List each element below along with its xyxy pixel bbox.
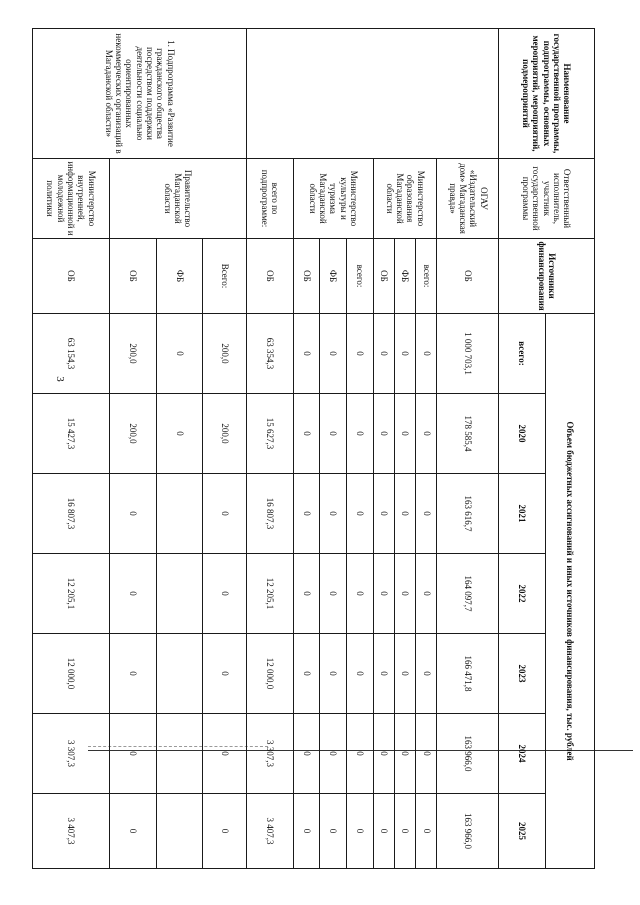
value-cell: 0 — [347, 314, 374, 394]
value-cell: 1 000 703,1 — [437, 314, 499, 394]
header-year: 2022 — [499, 554, 546, 634]
executor-cell: Правительство Магаданской области — [109, 159, 246, 239]
value-cell: 0 — [293, 314, 320, 394]
source-cell: Всего: — [203, 239, 247, 314]
source-cell: всего: — [347, 239, 374, 314]
value-cell: 0 — [373, 794, 394, 869]
value-cell: 0 — [293, 554, 320, 634]
source-cell: ОБ — [33, 239, 110, 314]
value-cell: 163 966,0 — [437, 794, 499, 869]
value-cell: 63 354,3 — [246, 314, 293, 394]
value-cell: 0 — [320, 474, 347, 554]
value-cell: 0 — [373, 634, 394, 714]
executor-cell: ОГАУ «Издательский дом» Магаданская правда» — [437, 159, 499, 239]
value-cell — [156, 634, 203, 714]
value-cell: 0 — [394, 714, 415, 794]
value-cell: 0 — [109, 794, 156, 869]
value-cell: 0 — [347, 714, 374, 794]
value-cell: 12 000,0 — [246, 634, 293, 714]
value-cell: 0 — [416, 634, 437, 714]
value-cell: 16 807,3 — [33, 474, 110, 554]
value-cell: 0 — [416, 474, 437, 554]
value-cell: 3 407,3 — [33, 794, 110, 869]
value-cell: 12 205,1 — [33, 554, 110, 634]
executor-cell: Министерство внутренней, информационной и молодежной политики — [33, 159, 110, 239]
source-cell: ОБ — [437, 239, 499, 314]
page-number: 3 — [54, 376, 66, 382]
value-cell: 0 — [293, 634, 320, 714]
source-cell: ОБ — [109, 239, 156, 314]
value-cell: 200,0 — [109, 314, 156, 394]
value-cell: 0 — [416, 394, 437, 474]
value-cell: 164 097,7 — [437, 554, 499, 634]
value-cell: 200,0 — [203, 314, 247, 394]
value-cell: 0 — [416, 794, 437, 869]
value-cell: 0 — [416, 554, 437, 634]
header-year: всего: — [499, 314, 546, 394]
value-cell — [156, 474, 203, 554]
value-cell — [156, 714, 203, 794]
value-cell: 0 — [347, 794, 374, 869]
value-cell: 0 — [394, 394, 415, 474]
source-cell: ОБ — [373, 239, 394, 314]
value-cell: 0 — [320, 634, 347, 714]
value-cell: 166 471,8 — [437, 634, 499, 714]
source-cell: ФБ — [320, 239, 347, 314]
value-cell — [156, 794, 203, 869]
value-cell: 12 205,1 — [246, 554, 293, 634]
value-cell: 0 — [347, 634, 374, 714]
header-year: 2020 — [499, 394, 546, 474]
value-cell: 0 — [203, 474, 247, 554]
value-cell: 12 000,0 — [33, 634, 110, 714]
value-cell: 0 — [320, 314, 347, 394]
value-cell: 0 — [347, 394, 374, 474]
value-cell: 0 — [293, 794, 320, 869]
value-cell: 0 — [203, 794, 247, 869]
value-cell: 0 — [373, 394, 394, 474]
value-cell: 0 — [293, 394, 320, 474]
value-cell: 0 — [394, 314, 415, 394]
value-cell: 0 — [347, 554, 374, 634]
value-cell: 0 — [320, 714, 347, 794]
program-name-cell — [246, 29, 498, 159]
executor-cell: Министерство образования Магаданской области — [373, 159, 437, 239]
value-cell: 0 — [394, 474, 415, 554]
value-cell: 0 — [347, 474, 374, 554]
source-cell: всего: — [416, 239, 437, 314]
value-cell: 200,0 — [203, 394, 247, 474]
header-volume: Объем бюджетных ассигнований и иных источников финансирования, тыс. рублей — [546, 314, 595, 869]
header-year: 2025 — [499, 794, 546, 869]
header-year: 2021 — [499, 474, 546, 554]
value-cell: 0 — [394, 794, 415, 869]
value-cell: 0 — [320, 794, 347, 869]
rotated-table-container — [32, 28, 595, 868]
header-year: 2023 — [499, 634, 546, 714]
source-cell: ФБ — [394, 239, 415, 314]
value-cell: 0 — [373, 314, 394, 394]
value-cell: 0 — [394, 554, 415, 634]
value-cell: 178 585,4 — [437, 394, 499, 474]
value-cell: 0 — [320, 394, 347, 474]
header-source: Источники финансирования — [499, 239, 595, 314]
value-cell: 3 307,3 — [33, 714, 110, 794]
value-cell: 3 407,3 — [246, 794, 293, 869]
value-cell: 0 — [373, 474, 394, 554]
value-cell: 0 — [373, 714, 394, 794]
value-cell: 0 — [320, 554, 347, 634]
value-cell: 0 — [394, 634, 415, 714]
value-cell: 16 807,3 — [246, 474, 293, 554]
header-year: 2024 — [499, 714, 546, 794]
value-cell — [156, 554, 203, 634]
value-cell: 0 — [203, 714, 247, 794]
source-cell: ОБ — [246, 239, 293, 314]
value-cell: 0 — [156, 314, 203, 394]
value-cell: 15 627,3 — [246, 394, 293, 474]
value-cell: 0 — [293, 714, 320, 794]
value-cell: 163 616,7 — [437, 474, 499, 554]
value-cell: 0 — [109, 714, 156, 794]
value-cell: 63 154,3 — [33, 314, 110, 394]
value-cell: 0 — [203, 554, 247, 634]
value-cell: 0 — [109, 554, 156, 634]
value-cell: 0 — [109, 474, 156, 554]
value-cell: 0 — [416, 714, 437, 794]
value-cell: 0 — [416, 314, 437, 394]
value-cell: 0 — [156, 394, 203, 474]
executor-cell: Министерство культуры и туризма Магаданской области — [293, 159, 373, 239]
value-cell: 0 — [109, 634, 156, 714]
value-cell: 200,0 — [109, 394, 156, 474]
executor-cell: всего по подпрограмме: — [246, 159, 293, 239]
value-cell: 3 307,3 — [246, 714, 293, 794]
header-executor: Ответственный исполнитель, участник государственной программы — [499, 159, 595, 239]
value-cell: 0 — [293, 474, 320, 554]
value-cell: 0 — [373, 554, 394, 634]
financing-table — [32, 28, 595, 869]
header-name: Наименование государственной программы, подпрограммы, основных мероприятий, мероприятий, подмероприятий — [499, 29, 595, 159]
source-cell: ОБ — [293, 239, 320, 314]
value-cell: 15 427,3 — [33, 394, 110, 474]
value-cell: 163 966,0 — [437, 714, 499, 794]
subprogram-name: 1. Подпрограмма «Развитие гражданского общества посредством поддержки деятельности социально ориентированных некоммерческих организаций в Магаданской области» — [33, 29, 247, 159]
source-cell: ФБ — [156, 239, 203, 314]
value-cell: 0 — [203, 634, 247, 714]
